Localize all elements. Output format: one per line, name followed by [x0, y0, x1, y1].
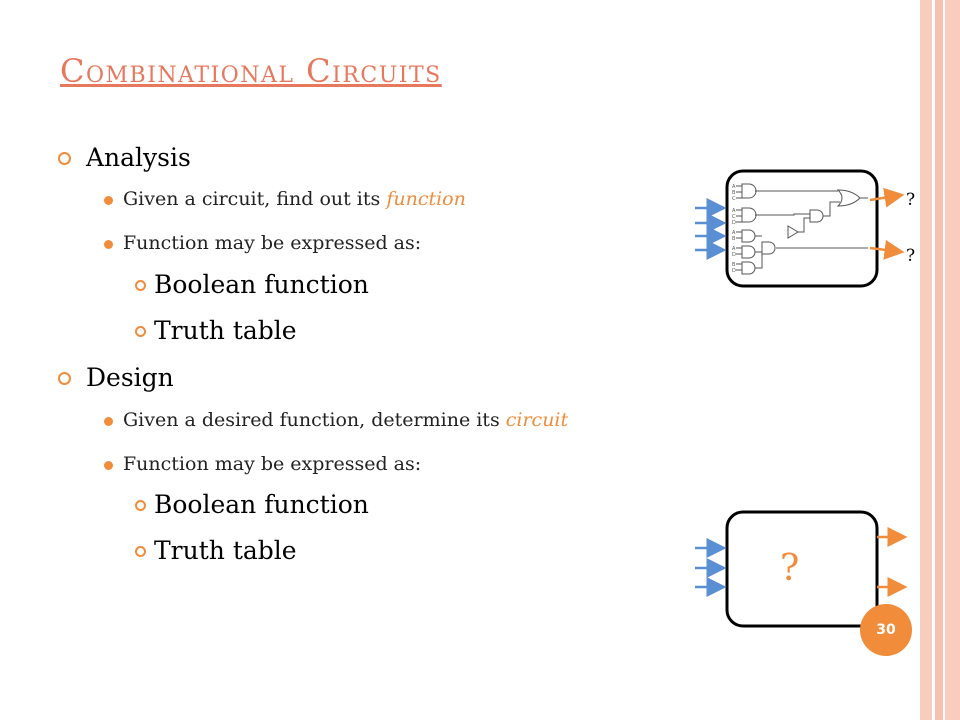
svg-text:C: C [732, 214, 736, 220]
design-sub-2-text: Truth table [154, 536, 297, 565]
decor-stripe [945, 0, 960, 720]
design-item-1-emphasis: circuit [505, 409, 569, 431]
svg-text:B: B [732, 236, 736, 242]
input-arrows [695, 548, 724, 587]
output-arrows [877, 537, 905, 587]
input-arrows [695, 208, 724, 250]
ring-bullet-icon [58, 152, 71, 165]
analysis-sub-2-text: Truth table [154, 316, 297, 345]
analysis-sub-1-text: Boolean function [154, 270, 369, 299]
circuit-diagram [690, 168, 920, 292]
unknown-circuit-box [727, 512, 877, 626]
analysis-item-1-emphasis: function [386, 188, 466, 210]
ring-bullet-icon [58, 372, 71, 385]
design-sub-1-text: Boolean function [154, 490, 369, 519]
svg-text:A: A [732, 230, 736, 236]
slide-title: Combinational Circuits [60, 52, 442, 90]
svg-text:A: A [732, 184, 736, 190]
output-1-label: ? [906, 190, 916, 210]
svg-text:B: B [732, 262, 736, 268]
ring-bullet-icon [135, 326, 146, 337]
svg-text:A: A [732, 246, 736, 252]
analysis-heading: Analysis [86, 143, 191, 172]
unknown-circuit-label: ? [780, 548, 800, 589]
svg-text:B: B [732, 190, 736, 196]
svg-text:C: C [732, 196, 736, 202]
design-item-1-text: Given a desired function, determine its [123, 409, 506, 431]
dot-bullet-icon [104, 196, 113, 205]
circuit-box [727, 171, 877, 286]
ring-bullet-icon [135, 280, 146, 291]
design-item-2-text: Function may be expressed as: [123, 453, 422, 475]
dot-bullet-icon [104, 417, 113, 426]
design-heading: Design [86, 363, 174, 392]
ring-bullet-icon [135, 500, 146, 511]
dot-bullet-icon [104, 461, 113, 470]
svg-text:A: A [732, 208, 736, 214]
decor-stripe [920, 0, 932, 720]
svg-text:D: D [732, 268, 736, 274]
svg-text:D: D [732, 220, 736, 226]
page-number-badge: 30 [860, 604, 912, 656]
output-2-label: ? [906, 246, 916, 266]
dot-bullet-icon [104, 240, 113, 249]
analysis-item-2-text: Function may be expressed as: [123, 232, 422, 254]
analysis-item-1-text: Given a circuit, find out its [123, 188, 387, 210]
ring-bullet-icon [135, 546, 146, 557]
svg-text:D: D [732, 252, 736, 258]
decor-stripe [935, 0, 943, 720]
